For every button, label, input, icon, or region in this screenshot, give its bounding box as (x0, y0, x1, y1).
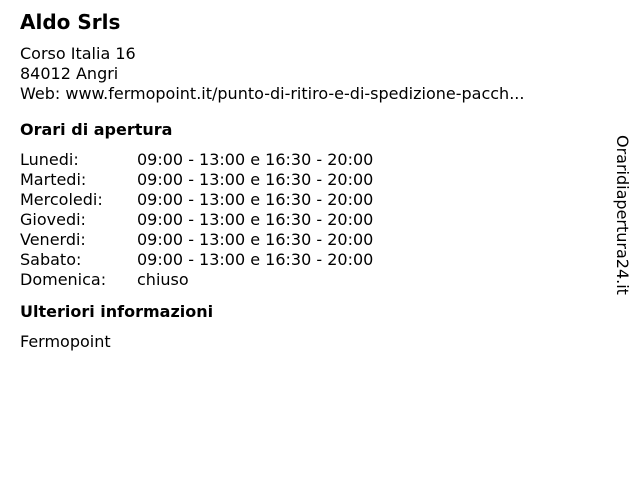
site-brand-vertical: Oraridiapertura24.it (613, 135, 632, 295)
additional-info-heading: Ulteriori informazioni (20, 302, 214, 321)
hours-row-monday (20, 150, 600, 170)
day-label: Lunedi: (20, 150, 79, 169)
hours-row-tuesday (20, 170, 600, 190)
day-label: Sabato: (20, 250, 82, 269)
opening-hours-table (20, 150, 600, 290)
day-label: Domenica: (20, 270, 107, 289)
business-card (20, 8, 600, 352)
hours-row-sunday (20, 270, 600, 290)
time-value: 09:00 - 13:00 e 16:30 - 20:00 (137, 170, 374, 189)
additional-info-value: Fermopoint (20, 332, 111, 351)
hours-row-wednesday (20, 190, 600, 210)
address-city: 84012 Angri (20, 64, 119, 83)
address-street: Corso Italia 16 (20, 44, 136, 63)
hours-row-saturday (20, 250, 600, 270)
business-address (20, 44, 600, 104)
time-value: chiuso (137, 270, 189, 289)
hours-row-friday (20, 230, 600, 250)
business-name: Aldo Srls (20, 10, 121, 34)
day-label: Venerdi: (20, 230, 86, 249)
opening-hours-heading: Orari di apertura (20, 120, 173, 139)
time-value: 09:00 - 13:00 e 16:30 - 20:00 (137, 210, 374, 229)
day-label: Martedi: (20, 170, 87, 189)
web-label: Web: (20, 84, 61, 103)
time-value: 09:00 - 13:00 e 16:30 - 20:00 (137, 150, 374, 169)
hours-row-thursday (20, 210, 600, 230)
time-value: 09:00 - 13:00 e 16:30 - 20:00 (137, 190, 374, 209)
web-link[interactable]: www.fermopoint.it/punto-di-ritiro-e-di-spedizione-pacch... (65, 84, 525, 103)
time-value: 09:00 - 13:00 e 16:30 - 20:00 (137, 230, 374, 249)
web-line (20, 84, 600, 104)
day-label: Giovedi: (20, 210, 86, 229)
day-label: Mercoledi: (20, 190, 103, 209)
time-value: 09:00 - 13:00 e 16:30 - 20:00 (137, 250, 374, 269)
